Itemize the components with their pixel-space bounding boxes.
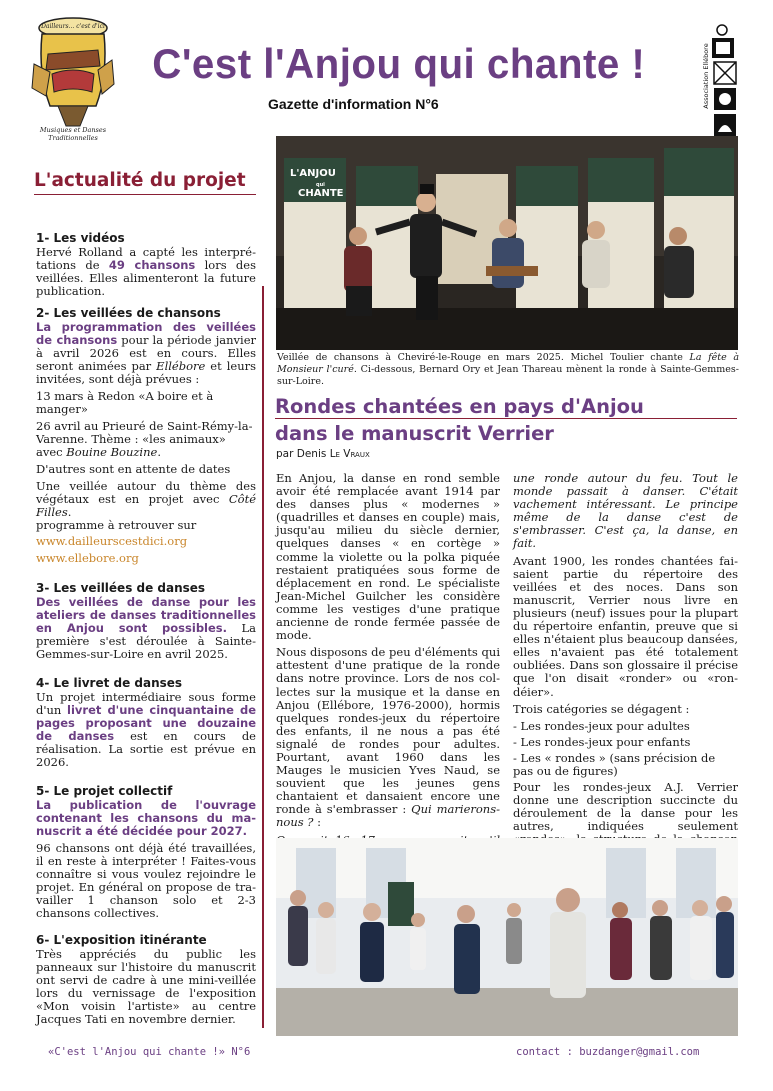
article-column-1 bbox=[276, 472, 500, 877]
article-paragraph-4: Trois catégories se dégagent : bbox=[513, 701, 690, 716]
banner-word-1: L'ANJOU bbox=[290, 168, 336, 179]
dailleurs-logo bbox=[28, 14, 118, 162]
section-exhibition-heading: 6- L'exposition itinérante bbox=[36, 933, 207, 947]
plant-evening-text: Une veillée autour du thème des végétaux est en projet avec Côté Filles. bbox=[36, 479, 256, 519]
program-text: programme à retrouver sur bbox=[36, 518, 197, 532]
article-paragraph-1: En Anjou, la danse en rond semble avoir été remplacée avant 1914 par des danses plus « modernes » (quadrilles et danses en couple) mais, jusqu'au milieu du siècle dernier, quelques danses « en cortège » comme la violette ou la polka piquée restaient pratiquées sous forme de déplacement en rond. Le spécialiste Jean-Michel Guilcher les considère comme les vestiges d'une pratique ancienne de ronde fermée passée de mode. bbox=[276, 471, 500, 643]
concert-photo-caption: Veillée de chansons à Cheviré-le-Rouge en mars 2025. Michel Toulier chante La fête à Monsieur l'curé. Ci-dessous, Bernard Ory et Jean Thareau mènent la ronde à Sainte-Gemmes-sur-Loire. bbox=[277, 352, 739, 387]
category-item: - Les rondes-jeux pour enfants bbox=[513, 734, 691, 749]
article-title-rule bbox=[275, 418, 737, 419]
footer-contact[interactable]: contact : buzdanger@gmail.com bbox=[516, 1046, 700, 1058]
concert-photo bbox=[276, 136, 738, 350]
article-column-2 bbox=[513, 472, 738, 877]
article-title-line-1: Rondes chantées en pays d'Anjou bbox=[275, 395, 644, 418]
event-saint-remy: 26 avril au Prieuré de Saint-Rémy-la-Varenne. Thème : «les animaux» avec Bouine Bouzine. bbox=[36, 419, 253, 459]
ellebore-logo bbox=[700, 22, 742, 138]
section-collective-project-text: 96 chansons ont déjà été travaillées, il en reste à interpréter ! Faites-vous connaître si vous voulez rejoindre le projet. En général on propose de travailler 1 chanson solo et 2-3 chansons collectives. bbox=[36, 841, 256, 920]
article-title bbox=[275, 393, 737, 447]
section-videos-heading: 1- Les vidéos bbox=[36, 231, 125, 245]
dailleurs-link[interactable]: www.dailleurscestdici.org bbox=[36, 534, 188, 548]
sidebar-news bbox=[36, 232, 256, 1026]
gazette-subtitle: Gazette d'information N°6 bbox=[268, 96, 439, 112]
footer-publication: «C'est l'Anjou qui chante !» N°6 bbox=[48, 1046, 251, 1058]
event-redon: 13 mars à Redon «A boire et à manger» bbox=[36, 389, 214, 416]
section-song-evenings-text: La programmation des veillées de chansons pour la période janvier à avril 2026 est en cours. Elles seront animées par Ellébore et leurs invitées, sont déjà prévues : bbox=[36, 320, 257, 386]
article-byline: par Denis Le Vraux bbox=[276, 448, 370, 460]
dailleurs-logo-text: Dailleurs... c'est d'ici bbox=[41, 23, 105, 30]
article-paragraph-5: Pour les rondes-jeux A.J. Verrier donne une description succincte du déroulement de la danse pour les autres, indiquées seulement bbox=[513, 780, 738, 834]
section-collective-project-heading: 5- Le projet collectif bbox=[36, 784, 173, 798]
article-quote-part-2: une ronde autour du feu. Tout le monde passait à danser. C'était vachement intéressant. Le principe même de la danse c'est de s'embrasser. C'est ça, la danse, en fait. bbox=[513, 471, 738, 551]
banner-word-2: qui bbox=[316, 182, 325, 188]
article-title-line-2: dans le manuscrit Verrier bbox=[275, 422, 554, 445]
sidebar-divider bbox=[262, 286, 264, 1028]
section-dance-booklet-heading: 4- Le livret de danses bbox=[36, 676, 183, 690]
section-dance-evenings-text: Des veillées de danse pour les ateliers de danses traditionnelles en Anjou sont possibles. La première s'est déroulée à Sainte-Gemmes-sur-Loire en avril 2025. bbox=[36, 595, 256, 661]
events-pending: D'autres sont en attente de dates bbox=[36, 462, 231, 476]
dailleurs-logo-caption: Musiques et Danses Traditionnelles bbox=[39, 126, 107, 142]
banner-word-3: CHANTE bbox=[298, 188, 344, 199]
section-dance-evenings-heading: 3- Les veillées de danses bbox=[36, 581, 206, 595]
section-videos-text: Hervé Rolland a capté les interprétations de 49 chansons lors des veillées. Elles alimenteront la future publication. bbox=[36, 245, 256, 298]
category-item: - Les rondes-jeux pour adultes bbox=[513, 718, 690, 733]
ellebore-link[interactable]: www.ellebore.org bbox=[36, 551, 139, 565]
section-song-evenings-heading: 2- Les veillées de chansons bbox=[36, 306, 221, 320]
section-dance-booklet-text: Un projet intermédiaire sous forme d'un livret d'une cinquantaine de pages proposant une douzaine de danses est en cours de réalisation. La sortie est prévue en 2026. bbox=[36, 690, 256, 769]
section-collective-project-lead: La publication de l'ouvrage contenant les chansons du manuscrit a été décidée pour 2027. bbox=[36, 798, 256, 838]
section-exhibition-text: Très appréciés du public les panneaux sur l'histoire du manuscrit ont servi de cadre à une mini-veillée lors du vernissage de l'exposition «Mon voisin l'artiste» au centre Jacques Tati en novembre dernier. bbox=[36, 947, 256, 1026]
round-dance-photo bbox=[276, 838, 738, 1036]
article-paragraph-2: Nous disposons de peu d'éléments qui attestent d'une pratique de la ronde dans notre province. Lors de nos collectes sur la musique et la danse en Anjou (Ellébore, 1976-2000), hormis quelques rondes-jeux du répertoire des enfants, il ne nous a pas été signalé de rondes pour adultes. Pourtant, avant 1960 dans les Mauges le musicien Yves Naud, se souvient que les jeunes gens chantaient et dansaient encore une ronde à s'embrasser : Qui marierons-nous ? : bbox=[276, 645, 500, 830]
category-item: - Les « rondes » (sans précision de pas ou de figures) bbox=[513, 750, 716, 778]
ellebore-logo-text: Association Ellébore bbox=[702, 43, 710, 109]
gazette-title: C'est l'Anjou qui chante ! bbox=[152, 40, 646, 87]
article-paragraph-3: Avant 1900, les rondes chantées faisaient partie du répertoire des veillées et des noces. Dans son manuscrit, Verrier nous livre en plusieurs (neuf) issues pour la plupart du répertoire enfantin, preuve que si elles n'étaient plus beaucoup dansées, elles n'avaient pas été totalement oubliées. Dans son glossaire il précise que l'on disait «ronder» ou «rondéier». bbox=[513, 553, 738, 699]
sidebar-title: L'actualité du projet bbox=[34, 170, 256, 195]
